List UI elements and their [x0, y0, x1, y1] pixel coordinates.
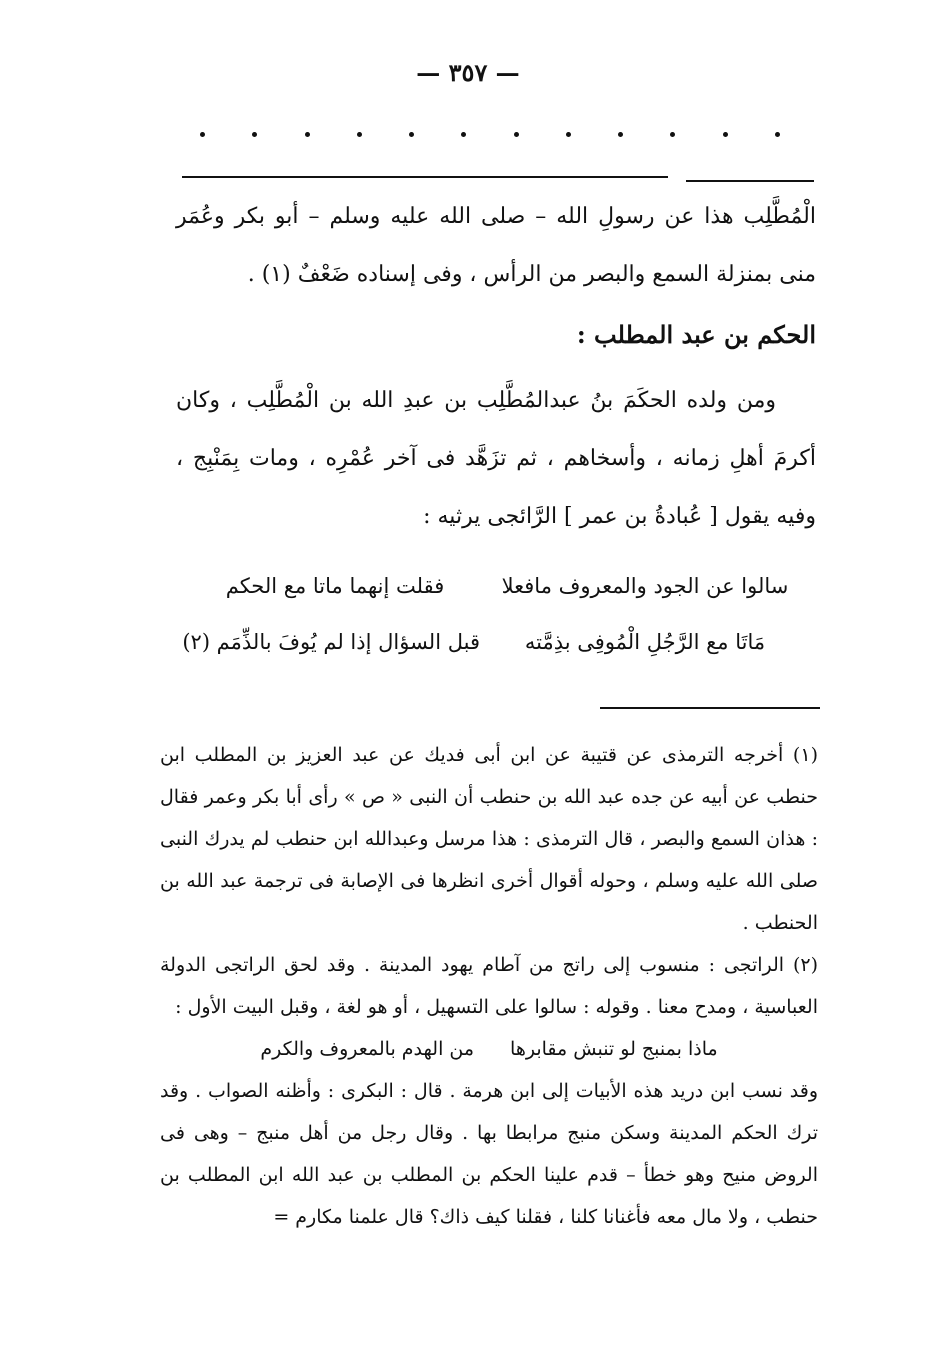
- poem-line: [182, 630, 790, 686]
- ornament-dot: [461, 132, 466, 137]
- ornament-dot: [566, 132, 571, 137]
- ornament-dot: [670, 132, 675, 137]
- poem-hemistich-first: سالوا عن الجود والمعروف مافعلا: [501, 574, 789, 598]
- footnotes: [160, 734, 818, 1238]
- ornament-dot: [723, 132, 728, 137]
- poem-hemistich-second: قبل السؤال إذا لم يُوفَ بالذِّمَم (٢): [182, 630, 480, 654]
- opening-paragraph: الْمُطَّلِب هذا عن رسولِ الله – صلى الله عليه وسلم – أبو بكر وعُمَر منى بمنزلة السمع والبصر من الرأس ، وفى إسناده ضَعْفٌ (١) .: [176, 204, 816, 287]
- footnote-verse-second: من الهدم بالمعروف والكرم: [260, 1038, 475, 1060]
- body-paragraph: ومن ولده الحكَمَ بنُ عبدالمُطَّلِب بن عبدِ الله بن الْمُطَّلِب ، وكان أكرمَ أهلِ زمانه ، وأسخاهم ، ثم تزَهَّد فى آخر عُمْرِه ، ومات بِمَنْبِج ، وفيه يقول [ عُبادةُ بن عمر ] الرَّائجى يرثيه :: [176, 388, 816, 529]
- ornament-dot: [618, 132, 623, 137]
- header-rule: [182, 176, 668, 178]
- footnote-2-intro: (٢) الراتجى : منسوب إلى راتج من آطام يهود المدينة . وقد لحق الراتجى الدولة العباسية ، ومدح معنا . وقوله : سالوا على التسهيل ، أو هو لغة ، وقبل البيت الأول :: [160, 954, 818, 1018]
- ornament-dot: [357, 132, 362, 137]
- header-rule-short: [686, 180, 814, 182]
- ornament-dot: [252, 132, 257, 137]
- ornament-dots: [200, 132, 780, 152]
- main-text: [176, 188, 816, 546]
- ornament-dot: [514, 132, 519, 137]
- footnote-verse: [160, 1028, 818, 1070]
- poem-hemistich-first: مَاتَا مع الرَّجُلِ الْمُوفِى بذِمَّته: [524, 630, 766, 654]
- ornament-dot: [305, 132, 310, 137]
- ornament-dot: [775, 132, 780, 137]
- poem: [182, 574, 790, 686]
- footnote-1: (١) أخرجه الترمذى عن قتيبة عن ابن أبى فديك عن عبد العزيز بن المطلب ابن حنطب عن أبيه عن جده عبد الله بن حنطب أن النبى « ص » رأى أبا بكر وعمر فقال : هذان السمع والبصر ، قال الترمذى : هذا مرسل وعبدالله ابن حنطب لم يدرك النبى صلى الله عليه وسلم ، وحوله أقوال أخرى انظرها فى الإصابة فى ترجمة عبد الله بن الحنطب .: [160, 744, 818, 934]
- poem-hemistich-second: فقلت إنهما ماتا مع الحكم: [225, 574, 445, 598]
- page-number: — ٣٥٧ —: [416, 58, 520, 87]
- section-heading: الحكم بن عبد المطلب :: [576, 320, 816, 349]
- footnote-rule: [600, 707, 820, 709]
- footnote-2-continuation: وقد نسب ابن دريد هذه الأبيات إلى ابن هرمة . قال : البكرى : وأظنه الصواب . وقد ترك الحكم المدينة وسكن منبج مرابطا بها . وقال رجل من أهل منبج – وهى فى الروض منيح وهو خطأ – قدم علينا الحكم بن المطلب بن عبد الله ابن المطلب بن حنطب ، ولا مال معه فأغنانا كلنا ، فقلنا كيف ذاك؟ قال علمنا مكارم =: [160, 1080, 818, 1228]
- footnote-verse-first: ماذا بمنبج لو تنبش مقابرها: [510, 1038, 718, 1060]
- ornament-dot: [409, 132, 414, 137]
- poem-line: [190, 574, 790, 630]
- ornament-dot: [200, 132, 205, 137]
